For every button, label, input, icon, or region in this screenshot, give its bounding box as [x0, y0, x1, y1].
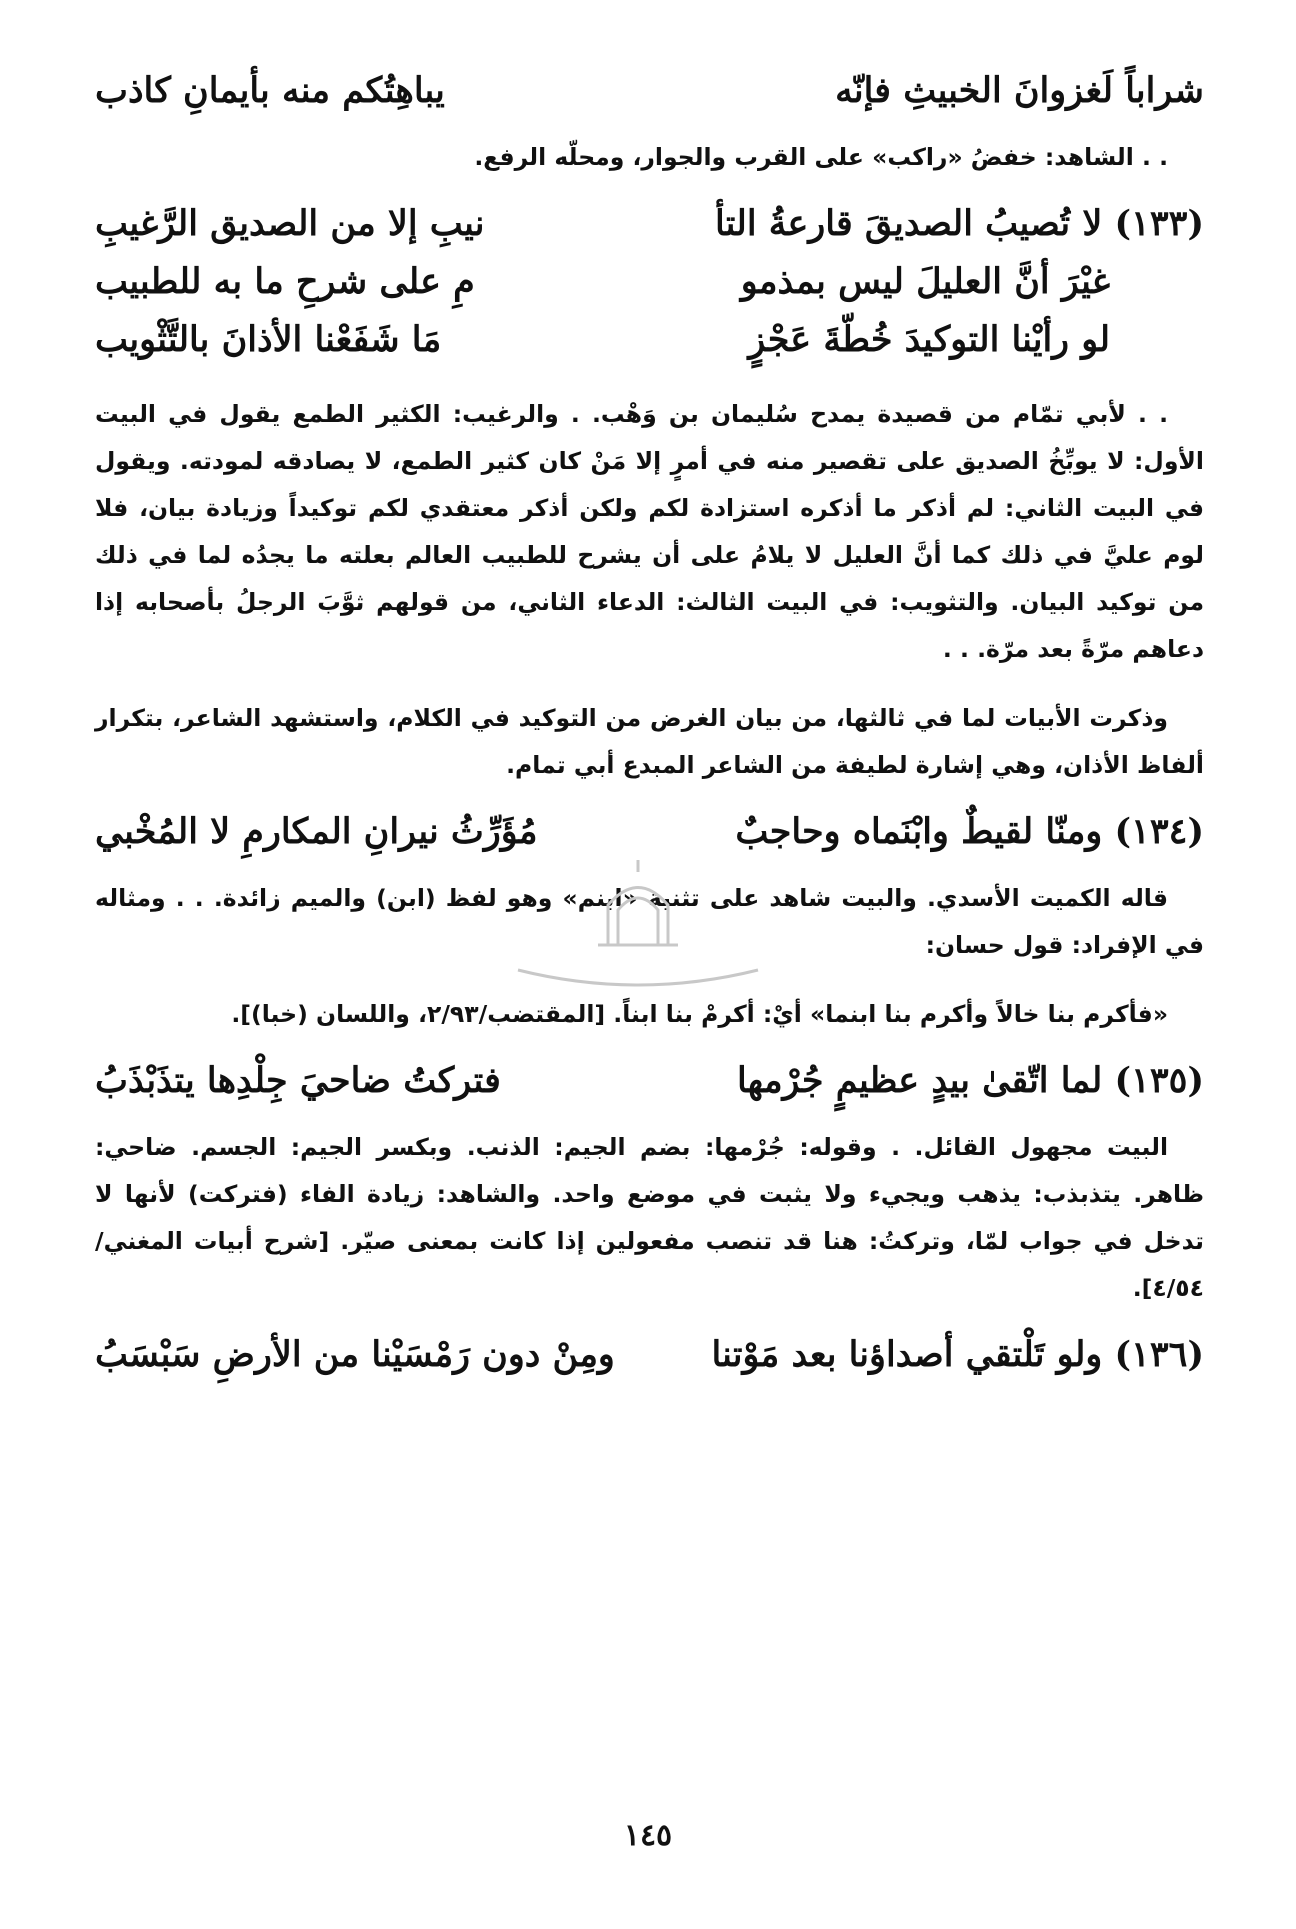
- verse-line: [95, 311, 1204, 369]
- commentary-134-example: «فأكرم بنا خالاً وأكرم بنا ابنما» أيْ: أكرمْ بنا ابناً. [المقتضب/٢/٩٣، واللسان (خبا)].: [231, 1000, 1168, 1028]
- verse-first-hemistich: (١٣٣) لا تُصيبُ الصديقَ قارعةُ التأ: [714, 203, 1204, 244]
- verse-first-hemistich: لو رأيْنا التوكيدَ خُطّةَ عَجْزٍ: [748, 319, 1110, 360]
- verse-132-continuation: [95, 62, 1204, 120]
- verse-second-hemistich: فتركتُ ضاحيَ جِلْدِها يتذَبْذَبُ: [95, 1060, 501, 1101]
- verse-second-hemistich: مَا شَفَعْنا الأذانَ بالتَّثْويب: [95, 319, 442, 360]
- verse-second-hemistich: مِ على شرحِ ما به للطبيب: [95, 261, 475, 302]
- commentary-132: . . الشاهد: خفضُ «راكب» على القرب والجوار، ومحلّه الرفع.: [474, 143, 1168, 171]
- commentary-133-note: وذكرت الأبيات لما في ثالثها، من بيان الغرض من التوكيد في الكلام، واستشهد الشاعر، بتكرار ألفاظ الأذان، وهي إشارة لطيفة من الشاعر المبدع أبي تمام.: [95, 704, 1204, 779]
- commentary-134: قاله الكميت الأسدي. والبيت شاهد على تثنية «ابنم» وهو لفظ (ابن) والميم زائدة. . . ومثاله في الإفراد: قول حسان:: [95, 884, 1204, 959]
- verse-line: [95, 62, 1204, 120]
- verse-line: [95, 195, 1204, 253]
- verse-133: [95, 195, 1204, 369]
- verse-second-hemistich: ومِنْ دون رَمْسَيْنا من الأرضِ سَبْسَبُ: [95, 1334, 615, 1375]
- verse-135: [95, 1052, 1204, 1110]
- verse-first-hemistich: (١٣٤) ومنّا لقيطٌ وابْنَماه وحاجبٌ: [735, 811, 1204, 852]
- verse-line: [95, 253, 1204, 311]
- verse-first-hemistich: (١٣٥) لما اتّقىٰ بيدٍ عظيمٍ جُرْمها: [737, 1060, 1204, 1101]
- verse-line: [95, 1326, 1204, 1384]
- verse-first-hemistich: شراباً لَغزوانَ الخبيثِ فإنّه: [835, 70, 1204, 111]
- verse-first-hemistich: (١٣٦) ولو تَلْتقي أصداؤنا بعد مَوْتنا: [711, 1334, 1204, 1375]
- verse-second-hemistich: مُؤَرِّثُ نيرانِ المكارمِ لا المُخْبي: [95, 811, 538, 852]
- verse-line: [95, 803, 1204, 861]
- verse-second-hemistich: يباهِتُكم منه بأيمانِ كاذب: [95, 70, 445, 111]
- verse-line: [95, 1052, 1204, 1110]
- verse-134: [95, 803, 1204, 861]
- commentary-133: . . لأبي تمّام من قصيدة يمدح سُليمان بن وَهْب. . والرغيب: الكثير الطمع يقول في البيت الأول: لا يوبِّخُ الصديق على تقصير منه في أمرٍ إلا مَنْ كان كثير الطمع، لا يصادقه لمودته. ويقول في البيت الثاني: لم أذكر ما أذكره استزادة لكم ولكن أذكر معتقدي لكم توكيداً وزيادة بيان، فلا لوم عليَّ في ذلك كما أنَّ العليل لا يلامُ على أن يشرح للطبيب العالم بعلته ما يجدُه لما في ذلك من توكيد البيان. والتثويب: في البيت الثالث: الدعاء الثاني، من قولهم ثوَّبَ الرجلُ بأصحابه إذا دعاهم مرّةً بعد مرّة. . .: [95, 400, 1204, 663]
- page-number: ١٤٥: [623, 1818, 673, 1853]
- verse-second-hemistich: نيبِ إلا من الصديق الرَّغيبِ: [95, 203, 485, 244]
- commentary-135: البيت مجهول القائل. . وقوله: جُرْمها: بضم الجيم: الذنب. وبكسر الجيم: الجسم. ضاحي: ظاهر. يتذبذب: يذهب ويجيء ولا يثبت في موضع واحد. والشاهد: زيادة الفاء (فتركت) لأنها لا تدخل في جواب لمّا، وتركتُ: هنا قد تنصب مفعولين إذا كانت بمعنى صيّر. [شرح أبيات المغني/٤/٥٤].: [95, 1133, 1204, 1302]
- verse-first-hemistich: غيْرَ أنَّ العليلَ ليس بمذمو: [740, 261, 1110, 302]
- verse-136: [95, 1326, 1204, 1384]
